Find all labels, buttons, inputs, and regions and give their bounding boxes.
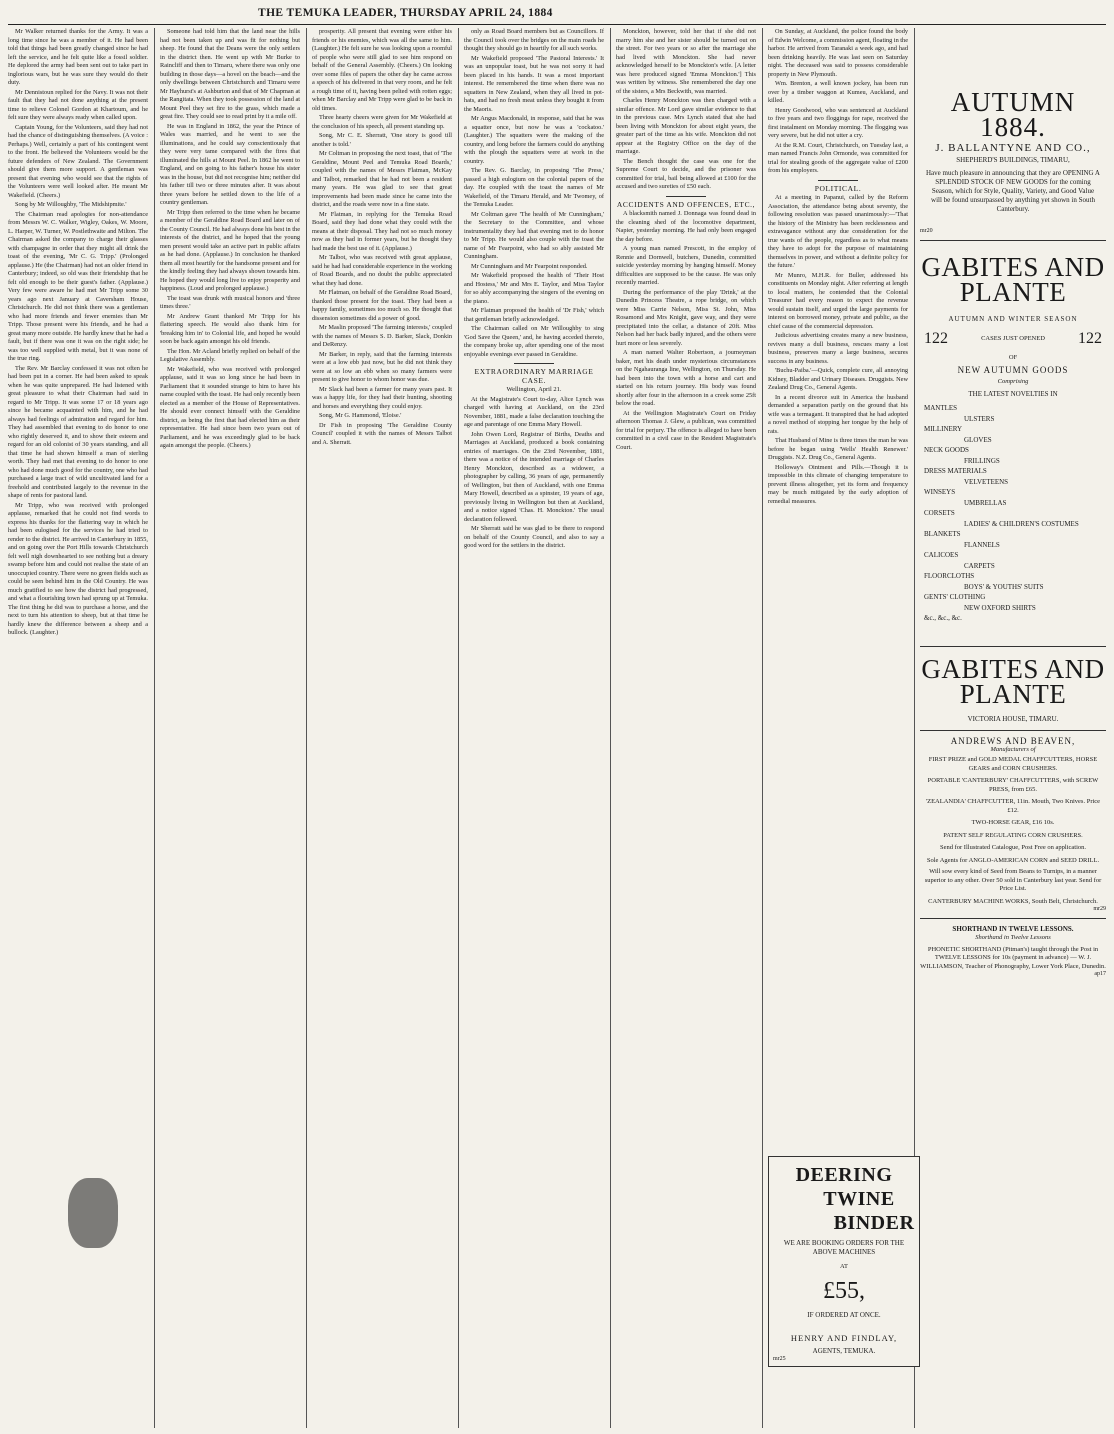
list-item: DRESS MATERIALS <box>924 467 987 475</box>
paragraph: Mr Flatman proposed the health of 'Dr Fish,' which that gentleman briefly acknowledged. <box>464 307 604 323</box>
paragraph: Mr Tripp, who was received with prolonged applause, remarked that he could not find words to express his thanks for the flattering way in which he had been eulogised for the services he had tried to render to the district. He arrived in Canterbury in 1855, and on going over the Port Hills towards Christchurch felt well nigh downhearted to see nothing but a dreary swamp before him and could not realise the state of an unoccupied country. There were no green fields such as could be seen behind him in the Old Country. He was much gratified to see how the district had progressed, and what a flourishing town had sprung up at Temuka. The first thing he did was to purchase a horse, and the next to turn his attention to sheep, but at that time he hardly knew the difference between a sheep and a bullock. (Laughter.) <box>8 501 148 636</box>
ad-role: Manufacturers of <box>990 745 1036 753</box>
paragraph: Mr Coltman gave 'The health of Mr Cunningham,' the Secretary to the Committee, and whose instrumentality they had that evening met to do honor to Mr Tripp. He would also couple with the toast the name of Mr Fearpoint, who had so ably assisted Mr Cunningham. <box>464 210 604 260</box>
paragraph: Mr Flatman, in replying for the Temuka Road Board, said they had done what they could with the means at their disposal. They had not so much money now as they had in former years, but he thought they had made the best use of it. (Applause.) <box>312 210 452 252</box>
list-item: FLANNELS <box>964 540 1000 549</box>
paragraph: Mr Wakefield proposed the health of 'Their Host and Hostess,' Mr and Mrs E. Taylor, and Miss Taylor for so ably accompanying the singers of the evening on the piano. <box>464 272 604 305</box>
ad-deering-binder <box>768 1156 920 1367</box>
ad-shorthand-title: SHORTHAND IN TWELVE LESSONS. <box>952 925 1074 933</box>
paragraph: Mr Flatman, on behalf of the Geraldine Road Board, thanked those present for the toast. They had been a happy family, sometimes too much so. He thought that dissension sometimes did a power of good. <box>312 289 452 322</box>
ad-divider <box>920 646 1106 647</box>
list-item: ULSTERS <box>964 414 995 423</box>
dateline: Wellington, April 21. <box>506 386 562 393</box>
ad-ballantyne <box>920 28 1106 234</box>
paragraph: The Rev. Mr Barclay confessed it was not often he had been put in a corner. He had been asked to speak when he was quite unprepared. He had listened with great pleasure to what their Chairman had said in regard to Mr Tripp. It was some 17 or 18 years ago since he became acquainted with him, and he had always had feelings of admiration and regard for him. They had assembled that evening to do honor to one who rightly deserved it, and to show their esteem and regard for an old colonist of 30 years standing, and all that time he had shown himself a man of sterling worth. They had met that evening to do honor to one who had done much good for the country, one who had purchased a large tract of wild uncultivated land for a freehold and contributed largely to the revenue in the shape of rents for pastoral land. <box>8 364 148 499</box>
ad-gabites-plante-2 <box>920 653 1106 724</box>
paragraph: Three hearty cheers were given for Mr Wakefield at the conclusion of his speech, all present standing up. <box>312 114 452 130</box>
ad-product-zealandia: 'ZEALANDIA' CHAFFCUTTER, 11in. Mouth, Two Knives. Price £12. <box>925 798 1101 814</box>
paragraph: Mr Angus Macdonald, in response, said that he was a squatter once, but now he was a 'cockatoo.' (Laughter.) The squatters were the making of the country, and long before the farmers could do anything with the plough the squatters were at work in the country. <box>464 115 604 165</box>
paragraph: Monckton, however, told her that if she did not marry him she and her sister should be turned out on the street. For two years or so after the marriage she had lived with Monckton. She had never acknowledged herself to be Monckton's wife. [A letter was here produced signed 'Emma Monckton.'] This was written by witness. She remembered the day one of the sisters, a Mrs Beckwith, was married. <box>616 28 756 95</box>
ad-gabites-plante-1 <box>920 252 1106 624</box>
newspaper-title: THE TEMUKA LEADER, THURSDAY APRIL 24, 1884 <box>258 7 553 19</box>
ad-product-crusher: PATENT SELF REGULATING CORN CRUSHERS. <box>943 831 1083 839</box>
paragraph: Song, Mr G. Hammond, 'Eloise.' <box>319 412 402 419</box>
paragraph: Mr Talbot, who was received with great applause, said he had had considerable experience in the working of Road Boards, and no doubt the public appreciated what they had done. <box>312 254 452 287</box>
list-item: LADIES' & CHILDREN'S COSTUMES <box>964 519 1079 528</box>
ad-address: SHEPHERD'S BUILDINGS, TIMARU, <box>956 156 1070 164</box>
paragraph: Holloway's Ointment and Pills.—Though it is impossible in this climate of changing temperature to prevent illness altogether, yet its form and frequency may be much mitigated by the early adoption of remedial measures. <box>768 463 908 505</box>
column-rule <box>762 28 763 1428</box>
section-rule <box>514 363 554 364</box>
ad-price: £55, <box>823 1277 865 1304</box>
paragraph: At the Wellington Magistrate's Court on Friday afternoon Thomas J. Glew, a publican, was committed for trial for perjury. The offence is alleged to have been committed in a civil case in the Resident Magistrate's Court. <box>616 409 756 451</box>
paragraph: On Sunday, at Auckland, the police found the body of Edwin Welcome, a commission agent, floating in the harbor. He arrived from Taranaki a week ago, and had been drinking heavily. He was last seen on Saturday night. The deceased was said to possess considerable property in New Plymouth. <box>768 28 908 78</box>
list-item: FLOORCLOTHS <box>924 572 975 580</box>
column-rule <box>306 28 307 1428</box>
ad-address: VICTORIA HOUSE, TIMARU. <box>967 714 1059 723</box>
ad-new-goods: NEW AUTUMN GOODS <box>957 364 1069 375</box>
paragraph: A young man named Prescott, in the employ of Rennie and Dornwell, butchers, Dunedin, committed suicide yesterday morning by hanging himself. Money difficulties are supposed to be the cause. He was only recently married. <box>616 245 756 286</box>
ad-booking: WE ARE BOOKING ORDERS FOR THE ABOVE MACHINES <box>783 1239 905 1256</box>
paragraph: In a recent divorce suit in America the husband demanded a separation partly on the ground that his wife was a termagant. It transpired that he had adopted a novel method of stopping her tongue by the help of rats. <box>768 393 908 435</box>
paragraph: Mr Maslin proposed 'The farming interests,' coupled with the names of Messrs S. D. Barker, Slack, Donkin and DeRenzy. <box>312 324 452 348</box>
list-item: CALICOES <box>924 551 959 559</box>
column-3 <box>312 28 452 1428</box>
paragraph: At the R.M. Court, Christchurch, on Tuesday last, a man named Francis John Ormonde, was committed for trial for stealing goods of the aggregate value of £200 from his employers. <box>768 141 908 174</box>
ad-shorthand <box>920 925 1106 977</box>
list-item: NEW OXFORD SHIRTS <box>964 603 1036 612</box>
paragraph: Mr Tripp then referred to the time when he became a member of the Geraldine Road Board and later on of the County Council. He had always done his best in the interests of the district, and he hoped that the young men present would take an active part in public affairs as he had done. (Applause.) In conclusion he thanked them all most heartily for the handsome present and for the kindly feeling they had always shown towards him. He hoped they would long live to enjoy prosperity and happiness. (Loud and prolonged applause.) <box>160 208 300 292</box>
list-item: &c., &c., &c. <box>924 614 962 622</box>
ad-firm-name: ANDREWS AND BEAVEN, <box>950 735 1076 746</box>
paragraph: The Chairman called on Mr Willoughby to sing 'God Save the Queen,' and, he having acceded thereto, the company broke up, after spending one of the most enjoyable evenings ever passed in Geraldine. <box>464 325 604 358</box>
ad-of: OF <box>1008 354 1018 361</box>
section-rule <box>818 180 858 181</box>
ad-deering-title: DEERING <box>795 1164 893 1186</box>
paragraph: A man named Walter Robertson, a journeyman baker, met his death under mysterious circumstances on the Ngahauranga line, Wellington, on Thursday. He had been into the town with a horse and cart and started on his return journey. His body was found shortly after four in the afternoon in a creek some 25ft below the road. <box>616 349 756 407</box>
ad-ref: ap17 <box>1094 971 1106 977</box>
list-item: BOYS' & YOUTHS' SUITS <box>964 582 1044 591</box>
paragraph: Mr Dennistoun replied for the Navy. It was not their fault that they had not done anything at the present time to relieve Colonel Gordon at Khartoum, and he felt sure they were always ready when called upon. <box>8 88 148 121</box>
ad-shorthand-sub: Shorthand in Twelve Lessons <box>975 934 1051 941</box>
ad-deering-title: TWINE <box>823 1188 895 1210</box>
ad-products: FIRST PRIZE and GOLD MEDAL CHAFFCUTTERS, HORSE GEARS and CORN CRUSHERS. <box>928 756 1098 772</box>
column-rule <box>458 28 459 1428</box>
section-heading: EXTRAORDINARY MARRIAGE CASE. <box>474 367 594 385</box>
ad-product-gear: TWO-HORSE GEAR, £16 10s. <box>971 819 1055 826</box>
ad-product-portable: PORTABLE 'CANTERBURY' CHAFFCUTTERS, with SCREW PRESS, from £65. <box>927 777 1099 793</box>
goods-list <box>920 403 1106 624</box>
ad-divider <box>920 730 1106 731</box>
paragraph: Wm. Brenton, a well known jockey, has been run over by a timber waggon at Kumeu, Auckland, and killed. <box>768 80 908 104</box>
ad-novelties: THE LATEST NOVELTIES IN <box>968 390 1058 398</box>
cases-label: CASES JUST OPENED <box>981 334 1045 342</box>
paragraph: He was in England in 1862, the year the Prince of Wales was married, and he went to see the illuminations, and he could say conscientiously that they were very tame compared with the fires that illuminated the hills at Mount Peel. In 1862 he went to England, and on going to his father's house his sister was in the house, but did not recognise him; neither did his father till two or three minutes after. It was about three years before he settled down to the life of a country gentleman. <box>160 122 300 206</box>
paragraph: John Owen Lord, Registrar of Births, Deaths and Marriages at Auckland, produced a book containing entries of marriages. On the 23rd November, 1881, there was a notice of the intended marriage of Charles Henry Monckton, described as a widower, a photographer by calling, 36 years of age, permanently of Wellington, but then of Auckland, with one Emma Mary Howell, described as a spinster, 19 years of age, previously living in Wellington but then at Auckland, and a notice signed 'Chas. H. Monckton.' The usual declaration followed. <box>464 430 604 523</box>
ad-body: Have much pleasure in announcing that they are OPENING A SPLENDID STOCK OF NEW GOODS for the coming Season, which for Style, Quality, Variety, and Good Value will be found unsurpassed by anything yet shown in South Canterbury. <box>926 169 1100 213</box>
ad-divider <box>920 240 1106 241</box>
ad-ref: mr20 <box>920 228 933 234</box>
ad-season: AUTUMN AND WINTER SEASON <box>948 315 1078 323</box>
paragraph: Someone had told him that the land near the hills had not been taken up and was fit for nothing but sheep. He found that the Deans were the only settlers in the district then. He went up with Mr Burke to Raincliff and then to Timaru, where there was only one building in those days—a hovel on the beach—and the only dwellings between Christchurch and Timaru were Mr Hayhurst's at Ashburton and that of Mr Chapman at the Rangitata. When they took possession of the land at Mount Peel they set fire to the grass, which made a great fire. They could see to read print by it a mile off. <box>160 28 300 120</box>
paragraph: At the Magistrate's Court to-day, Alice Lynch was charged with having at Auckland, on the 23rd November, 1881, made a false declaration touching the age and parentage of one Emma Mary Howell. <box>464 395 604 428</box>
masthead <box>8 4 1106 25</box>
paragraph: Mr Andrew Grant thanked Mr Tripp for his flattering speech. He would also thank him for 'breaking him in' to Colonial life, and hoped he would soon be back again amongst his old friends. <box>160 312 300 345</box>
paragraph: Mr Walker returned thanks for the Army. It was a long time since he was a member of it. He had been told that things had been greatly changed since he had left the service, and he felt quite like a fossil soldier. He deplored the army had been sent out to take part in inglorious wars, but he was sure they would do their duty. <box>8 28 148 86</box>
ad-works: CANTERBURY MACHINE WORKS, South Belt, Christchurch. <box>928 897 1098 905</box>
ad-seed-drill: Will sow every kind of Seed from Beans to Turnips, in a manner superior to any other. Over 50 sold in Canterbury last year. Send for Price List. <box>924 868 1102 892</box>
paragraph: Mr Sherratt said he was glad to be there to respond on behalf of the County Council, and also to say a good word for the settlers in the district. <box>464 525 604 549</box>
ad-shorthand-body: PHONETIC SHORTHAND (Pitman's) taught through the Post in TWELVE LESSONS for 10s (payment in advance) — W. J. WILLIAMSON, Teacher of Phonography, Lower York Place, Dunedin. <box>920 945 1106 970</box>
paragraph: Song, Mr C. E. Sherratt, 'One story is good till another is told.' <box>312 132 452 148</box>
paragraph: Mr Barker, in reply, said that the farming interests were at a low ebb just now, but he did not think they were at so low an ebb when so many farmers were present to give honor to whom honor was due. <box>312 350 452 383</box>
paragraph: only as Road Board members but as Councillors. If the Council took over the bridges on the main roads he thought they should go in heartily for all such works. <box>464 28 604 52</box>
ad-andrews-beaven <box>920 737 1106 913</box>
ad-firm-name: HENRY AND FINDLAY, <box>790 1332 898 1343</box>
page-columns <box>8 28 1106 1428</box>
paragraph: The Rev. G. Barclay, in proposing 'The Press,' passed a high eulogium on the colonial papers of the day. He coupled with the toast the names of Mr Wakefield, of the Timaru Herald, and Mr Twomey, of the Temuka Leader. <box>464 167 604 208</box>
paragraph: Mr Wakefield proposed 'The Pastoral Interests.' It was an unpopular toast, but he was not sorry it had been placed in his hands. It was a most important interest. He remembered the time when there was no squatters in New Zealand, when they all lived in pot-hats, and had no fresh meat unless they bought it from the Maoris. <box>464 54 604 113</box>
ad-comprising: Comprising <box>997 377 1029 385</box>
list-item: BLANKETS <box>924 530 961 538</box>
ad-cases-row <box>924 330 1102 348</box>
cases-count: 122 <box>1078 330 1102 347</box>
paragraph: Judicious advertising creates many a new business, revives many a dull business, rescues many a lost business, preserves many a large business, secures success in any business. <box>768 332 908 365</box>
ad-catalogue: Send for Illustrated Catalogue, Post Free on application. <box>939 844 1087 851</box>
column-rule <box>610 28 611 1428</box>
list-item: MANTLES <box>924 404 958 412</box>
ad-divider <box>920 918 1106 919</box>
ad-firm-name: J. BALLANTYNE AND CO., <box>935 142 1091 154</box>
list-item: WINSEYS <box>924 488 956 496</box>
paragraph: Mr Cunningham and Mr Fearpoint responded. <box>471 262 588 270</box>
advertisements-column <box>920 28 1106 1428</box>
ad-gabites-title: GABITES AND PLANTE <box>921 653 1105 709</box>
paragraph: The Chairman read apologies for non-attendance from Messrs W. C. Walker, Wigley, Oakes, W. Moore, L. Harper, W. Turner, W. Postlethwaite and Milton. The Chairman asked the company to charge their glasses with champagne in order that they might all drink the toast of the evening, 'Mr C. G. Tripp.' (Prolonged applause.) He (the Chairman) had not an older friend in Canterbury; indeed, so old was their friendship that he felt old enough to be their guest's father. (Applause.) Very few were aware he had met Mr Tripp some 30 years ago next January at Caversham House, Christchurch. He did not think there was a gentleman who had more friends and fewer enemies than Mr Tripp. Those present were his friends, and he had a great many more outside. He hardly knew that he had a fault, but if there was one it was on the right side; he was too well supplied with metal, but it was none of the true ring. <box>8 210 148 362</box>
ad-deering-title: BINDER <box>833 1212 915 1234</box>
paragraph: 'Buchu-Paiba.'—Quick, complete cure, all annoying Kidney, Bladder and Urinary Diseases. Druggists. New Zealand Drug Co., General Agents. <box>768 367 908 391</box>
section-heading: ACCIDENTS AND OFFENCES, ETC., <box>616 199 756 209</box>
ad-order-note: IF ORDERED AT ONCE. <box>807 1310 881 1319</box>
column-5 <box>616 28 756 1428</box>
paragraph: Mr Munro, M.H.R. for Buller, addressed his constituents on Monday night. After referring at length to local matters, he contended that the Colonial Treasurer had every reason to expect the revenue would sustain itself, and urged the large payments for interest on borrowed money, private and public, as the chief cause of the commercial depression. <box>768 271 908 330</box>
paragraph: Mr Slack had been a farmer for many years past. It was a happy life, for they had their hunting, shooting and horses and everything they could enjoy. <box>312 385 452 410</box>
section-heading: POLITICAL. <box>814 183 862 193</box>
list-item: FRILLINGS <box>964 456 1000 465</box>
column-2 <box>160 28 300 1428</box>
list-item: GENTS' CLOTHING <box>924 593 986 601</box>
ad-agents: AGENTS, TEMUKA. <box>812 1346 876 1355</box>
paragraph: Mr Wakefield, who was received with prolonged applause, said it was so long since he had been in Parliament that it sounded strange to him to have his name coupled with the toast. He had only recently been elected as a member of the House of Representatives. He should ever connect himself with the Geraldine district, as being the first that had elected him as their representative. He had since been two years out of Parliament, and he was exceedingly glad to be back again amongst the people. (Cheers.) <box>160 365 300 449</box>
cases-count: 122 <box>924 330 948 347</box>
paragraph: prosperity. All present that evening were either his friends or his enemies, which was all the same to him. (Laughter.) He felt sure he was looking upon a roomful of people who were still glad to see him respond on behalf of the General Assembly. (Cheers.) On looking over some files of papers the other day he came across a speech of his delivered in that very room, and he felt a rough time of it, having been pelted with rotten eggs; when Mr Barclay and Mr Tripp were glad to be back in old times. <box>312 28 452 112</box>
ad-agents: Sole Agents for ANGLO-AMERICAN CORN and SEED DRILL. <box>926 856 1100 864</box>
list-item: VELVETEENS <box>964 477 1009 486</box>
paragraph: Captain Young, for the Volunteers, said they had not had the chance of distinguishing themselves. (A voice : Perhaps.) Well, certainly a part of his contingent went to the front. He believed the Volunteers would be the future defenders of New Zealand. The Government should give them more support. A gentleman was present that evening who would see that the rights of the Volunteers were well looked after. He meant Mr Wakefield. (Cheers.) <box>8 123 148 199</box>
ink-stain <box>68 1178 118 1248</box>
paragraph: That Husband of Mine is three times the man he was before he began using 'Wells' Health Renewer.' Druggists. N.Z. Drug Co., General Agents. <box>768 437 908 461</box>
ad-ref: mr29 <box>1093 906 1106 912</box>
paragraph: Dr Fish in proposing 'The Geraldine County Council' coupled it with the names of Messrs Talbot and A. Sherratt. <box>312 421 452 446</box>
paragraph: The toast was drunk with musical honors and 'three times three.' <box>160 294 300 310</box>
paragraph: Charles Henry Monckton was then charged with a similar offence. Mr Lord gave similar evidence to that in the previous case. Mrs Lynch stated that she had been living with Monckton for about eight years, the greater part of the time as his wife. Monckton did not appear at the Registry Office on the day of the marriage. <box>616 97 756 155</box>
list-item: CARPETS <box>964 561 995 570</box>
paragraph: Song by Mr Willoughby, 'The Midshipmite.' <box>15 201 127 208</box>
paragraph: Mr Coltman in proposing the next toast, that of 'The Geraldine, Mount Peel and Temuka Road Boards,' coupled with the names of Messrs Flatman, McKay and Talbot, remarked that he had not been a resident many years. He was glad to see that great improvements had been made since he came into the district, and the roads were now in a fine state. <box>312 150 452 208</box>
paragraph: A blacksmith named J. Donnaga was found dead in the cleaning shed of the locomotive department, Napier, yesterday morning. He had only been engaged the day before. <box>616 210 756 243</box>
column-rule <box>154 28 155 1428</box>
list-item: CORSETS <box>924 509 955 517</box>
paragraph: The Hon. Mr Acland briefly replied on behalf of the Legislative Assembly. <box>160 347 300 363</box>
paragraph: At a meeting in Papanui, called by the Reform Association, the attendance being about seventy, the following resolution was passed unanimously:—'That the history of the Ministry has been recklessness and extravagance without any due consideration for the true wants of the people, regardless as to what means they have to adopt for the purpose of maintaining themselves in power, and without a definite policy for the future.' <box>768 194 908 269</box>
ad-gabites-title: GABITES AND PLANTE <box>921 252 1105 307</box>
list-item: GLOVES <box>964 435 992 444</box>
section-rule <box>666 196 706 197</box>
paragraph: The Bench thought the case was one for the Supreme Court to decide, and the prisoner was committed for trial, bail being allowed at £100 for the accused and two sureties of £50 each. <box>616 157 756 190</box>
list-item: MILLINERY <box>924 425 963 433</box>
ad-autumn-title: AUTUMN 1884. <box>950 87 1076 142</box>
list-item: UMBRELLAS <box>964 498 1007 507</box>
ad-ref: mr25 <box>773 1355 786 1362</box>
paragraph: Henry Goodwood, who was sentenced at Auckland to five years and two floggings for rape, received the first instalment on Monday morning. The flogging was very severe, but he did not utter a cry. <box>768 106 908 139</box>
column-4 <box>464 28 604 1428</box>
ad-at: AT <box>840 1263 848 1270</box>
list-item: NECK GOODS <box>924 446 969 454</box>
paragraph: During the performance of the play 'Drink,' at the Dunedin Princess Theatre, a rope bridge, on which were Miss Carrie Nelson, Miss St. John, Miss Rosamond and Mrs Knight, gave way, and they were precipitated into the cellar, a distance of 20ft. Miss Nelson had her back badly injured, and the others were hurt more or less severely. <box>616 288 756 347</box>
